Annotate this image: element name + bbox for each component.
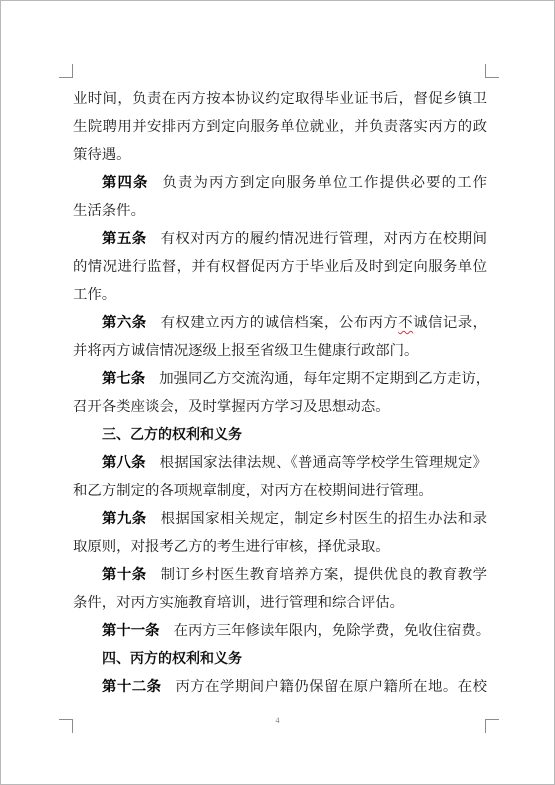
article-5-line-3: 工作。	[73, 287, 117, 303]
article-10-text: 制订乡村医生教育培养方案，提供优良的教育教学	[160, 567, 487, 583]
article-12-label: 第十二条	[102, 678, 162, 695]
article-6-text-b: 诚信记录，	[413, 315, 487, 331]
article-5-line-1	[73, 225, 487, 253]
spellcheck-flagged-word[interactable]: 不	[398, 315, 414, 331]
article-8-text: 根据国家法律法规、《普通高等学校学生管理规定》	[159, 455, 487, 471]
article-9-line-1	[73, 505, 487, 533]
article-5-text: 有权对丙方的履约情况进行管理，对丙方在校期间	[160, 231, 487, 247]
continuation-line-2: 生院聘用并安排丙方到定向服务单位就业，并负责落实丙方的政	[73, 119, 487, 135]
article-9-text: 根据国家相关规定，制定乡村医生的招生办法和录	[160, 511, 487, 527]
article-6-text-a: 有权建立丙方的诚信档案，公布丙方	[160, 315, 399, 331]
article-4-text: 负责为丙方到定向服务单位工作提供必要的工作	[162, 175, 487, 191]
article-7-line-1	[73, 365, 491, 393]
article-6-label: 第六条	[102, 314, 147, 331]
article-4-line-2: 生活条件。	[73, 203, 145, 219]
continuation-line-3: 策待遇。	[73, 147, 131, 163]
article-10-line-1	[73, 561, 487, 589]
article-11-line-1	[73, 617, 491, 645]
article-4-line-1	[73, 169, 487, 197]
article-11-label: 第十一条	[102, 622, 160, 639]
page-body	[73, 85, 491, 701]
article-4-label: 第四条	[102, 174, 149, 191]
article-5-line-2: 的情况进行监督，并有权督促丙方于毕业后及时到定向服务单位	[73, 259, 487, 275]
crop-mark-top-right	[485, 64, 499, 78]
article-6-line-2: 并将丙方诚信情况逐级上报至省级卫生健康行政部门。	[73, 343, 419, 359]
crop-mark-top-left	[59, 64, 73, 78]
article-7-label: 第七条	[102, 370, 146, 387]
article-6-line-1	[73, 309, 487, 337]
article-11-text: 在丙方三年修读年限内，免除学费，免收住宿费。	[173, 623, 491, 639]
article-12-line-1	[73, 673, 487, 701]
article-5-label: 第五条	[102, 230, 147, 247]
article-7-text: 加强同乙方交流沟通，每年定期不定期到乙方走访，	[159, 371, 491, 387]
article-9-line-2: 取原则，对报考乙方的考生进行审核，择优录取。	[73, 539, 390, 555]
article-8-line-1	[73, 449, 487, 477]
article-7-line-2: 召开各类座谈会，及时掌握丙方学习及思想动态。	[73, 399, 390, 415]
page-number: 4	[275, 716, 280, 725]
article-10-line-2: 条件，对丙方实施教育培训，进行管理和综合评估。	[73, 595, 404, 611]
section-3-heading-text: 三、乙方的权利和义务	[102, 427, 242, 443]
article-8-label: 第八条	[102, 454, 146, 471]
article-8-line-2: 和乙方制定的各项规章制度，对丙方在校期间进行管理。	[73, 483, 433, 499]
section-4-heading-text: 四、丙方的权利和义务	[102, 651, 242, 667]
article-10-label: 第十条	[102, 566, 147, 583]
article-9-label: 第九条	[102, 510, 147, 527]
continuation-line-1: 业时间，负责在丙方按本协议约定取得毕业证书后，督促乡镇卫	[73, 91, 487, 107]
section-4-heading	[73, 645, 487, 673]
section-3-heading	[73, 421, 487, 449]
article-12-text: 丙方在学期间户籍仍保留在原户籍所在地。在校	[175, 679, 487, 695]
